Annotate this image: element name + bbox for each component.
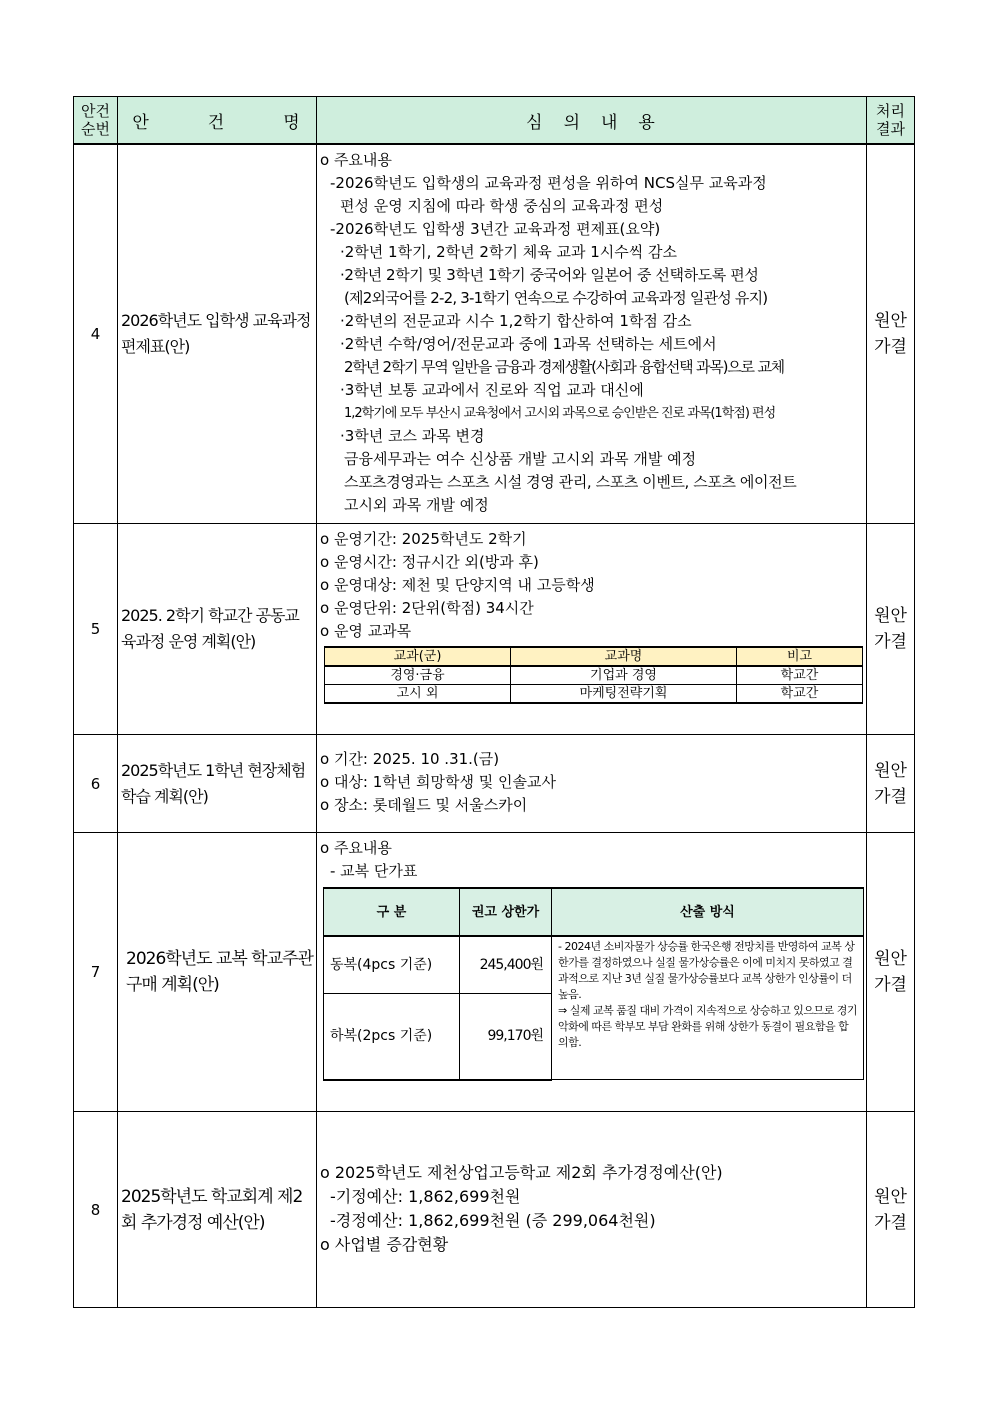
agenda-num: 5 — [74, 524, 118, 735]
content-line: -2026학년도 입학생 3년간 교육과정 편제표(요약) — [330, 220, 661, 238]
header-result: 처리 결과 — [867, 97, 915, 145]
agenda-num: 4 — [74, 144, 118, 524]
content-line: - 교복 단가표 — [330, 862, 418, 880]
uniform-header: 권고 상한가 — [460, 888, 552, 936]
header-title: 안 건 명 — [118, 97, 317, 145]
agenda-num: 8 — [74, 1112, 118, 1308]
content-line: -기정예산: 1,862,699천원 — [330, 1186, 521, 1206]
content-line: -경정예산: 1,862,699천원 (증 299,064천원) — [330, 1210, 656, 1230]
content-line: o 주요내용 — [320, 839, 392, 857]
content-line: ·3학년 보통 교과에서 진로와 직업 교과 대신에 — [340, 381, 644, 399]
content-line: ·2학년의 전문교과 시수 1,2학기 합산하여 1학점 감소 — [340, 312, 692, 330]
content-line: o 주요내용 — [320, 151, 392, 169]
course-cell: 마케팅전략기획 — [511, 685, 737, 704]
course-header-row — [325, 647, 863, 666]
content-line: 1,2학기에 모두 부산시 교육청에서 고시외 과목으로 승인받은 진로 과목(1학점) 편성 — [344, 406, 776, 421]
agenda-num: 6 — [74, 735, 118, 833]
agenda-title: 2025. 2학기 학교간 공동교육과정 운영 계획(안) — [118, 524, 317, 735]
uniform-method: - 2024년 소비자물가 상승률 한국은행 전망치를 반영하여 교복 상한가를 결정하였으나 실질 물가상승률은 이에 미치지 못하였고 결과적으로 지난 3년 실질 물가상승률보다 교복 상한가 인상률이 더 높음. ⇒ 실제 교복 품질 대비 가격이 지속적으로 상승하고 있으므로 경기 악화에 따른 학부모 부담 완화를 위해 상한가 동결이 필요함을 합의함. — [552, 936, 864, 1080]
course-cell: 고시 외 — [325, 685, 511, 704]
content-line: o 운영단위: 2단위(학점) 34시간 — [320, 599, 534, 617]
agenda-result: 원안 가결 — [867, 833, 915, 1112]
content-line: ·2학년 수학/영어/전문교과 중에 1과목 선택하는 세트에서 — [340, 335, 717, 353]
course-row — [325, 685, 863, 704]
content-line: o 장소: 롯데월드 및 서울스카이 — [320, 796, 528, 814]
agenda-row-7 — [74, 833, 915, 1112]
agenda-result: 원안 가결 — [867, 735, 915, 833]
header-row — [74, 97, 915, 145]
uniform-row — [324, 936, 864, 994]
content-line: 고시외 과목 개발 예정 — [344, 496, 489, 514]
content-line: 스포츠경영과는 스포츠 시설 경영 관리, 스포츠 이벤트, 스포츠 에이전트 — [344, 473, 797, 491]
agenda-result: 원안 가결 — [867, 524, 915, 735]
content-line: 2학년 2학기 무역 일반을 금융과 경제생활(사회과 융합선택 과목)으로 교체 — [344, 358, 784, 376]
uniform-price-table — [323, 887, 864, 1081]
course-row — [325, 666, 863, 685]
agenda-content — [317, 735, 867, 833]
uniform-header: 구 분 — [324, 888, 460, 936]
content-line: o 운영대상: 제천 및 단양지역 내 고등학생 — [320, 576, 595, 594]
uniform-price: 99,170원 — [460, 994, 552, 1080]
course-cell: 기업과 경영 — [511, 666, 737, 685]
content-line: o 운영 교과목 — [320, 622, 412, 640]
content-line: ·3학년 코스 과목 변경 — [340, 427, 485, 445]
content-line: o 기간: 2025. 10 .31.(금) — [320, 750, 500, 768]
agenda-title: 2025학년도 학교회계 제2회 추가경정 예산(안) — [118, 1112, 317, 1308]
course-cell: 학교간 — [737, 666, 863, 685]
course-cell: 학교간 — [737, 685, 863, 704]
content-line: ·2학년 1학기, 2학년 2학기 체육 교과 1시수씩 감소 — [340, 243, 677, 261]
content-line: (제2외국어를 2-2, 3-1학기 연속으로 수강하여 교육과정 일관성 유지) — [344, 289, 768, 307]
agenda-content — [317, 524, 867, 735]
header-num: 안건 순번 — [74, 97, 118, 145]
content-line: o 운영시간: 정규시간 외(방과 후) — [320, 553, 539, 571]
agenda-row-4 — [74, 144, 915, 524]
content-line: o 사업별 증감현황 — [320, 1234, 449, 1254]
content-line: ·2학년 2학기 및 3학년 1학기 중국어와 일본어 중 선택하도록 편성 — [340, 266, 759, 284]
uniform-header: 산출 방식 — [552, 888, 864, 936]
agenda-content — [317, 833, 867, 1112]
agenda-title: 2025학년도 1학년 현장체험학습 계획(안) — [118, 735, 317, 833]
content-line: 금융세무과는 여수 신상품 개발 고시외 과목 개발 예정 — [344, 450, 697, 468]
content-line: o 대상: 1학년 희망학생 및 인솔교사 — [320, 773, 556, 791]
course-header: 비고 — [737, 647, 863, 666]
content-line: o 운영기간: 2025학년도 2학기 — [320, 530, 527, 548]
agenda-result: 원안 가결 — [867, 1112, 915, 1308]
course-table — [324, 646, 863, 704]
agenda-content — [317, 1112, 867, 1308]
agenda-row-6 — [74, 735, 915, 833]
agenda-result: 원안 가결 — [867, 144, 915, 524]
course-header: 교과명 — [511, 647, 737, 666]
content-line: 편성 운영 지침에 따라 학생 중심의 교육과정 편성 — [340, 197, 664, 215]
uniform-header-row — [324, 888, 864, 936]
course-header: 교과(군) — [325, 647, 511, 666]
agenda-row-5 — [74, 524, 915, 735]
header-content: 심 의 내 용 — [317, 97, 867, 145]
content-line: o 2025학년도 제천상업고등학교 제2회 추가경정예산(안) — [320, 1162, 723, 1182]
agenda-title: 2026학년도 교복 학교주관 구매 계획(안) — [118, 833, 317, 1112]
agenda-table — [73, 96, 915, 1308]
course-cell: 경영·금융 — [325, 666, 511, 685]
agenda-content — [317, 144, 867, 524]
uniform-item: 동복(4pcs 기준) — [324, 936, 460, 994]
agenda-num: 7 — [74, 833, 118, 1112]
content-line: -2026학년도 입학생의 교육과정 편성을 위하여 NCS실무 교육과정 — [330, 174, 767, 192]
uniform-price: 245,400원 — [460, 936, 552, 994]
agenda-title: 2026학년도 입학생 교육과정 편제표(안) — [118, 144, 317, 524]
agenda-row-8 — [74, 1112, 915, 1308]
uniform-item: 하복(2pcs 기준) — [324, 994, 460, 1080]
